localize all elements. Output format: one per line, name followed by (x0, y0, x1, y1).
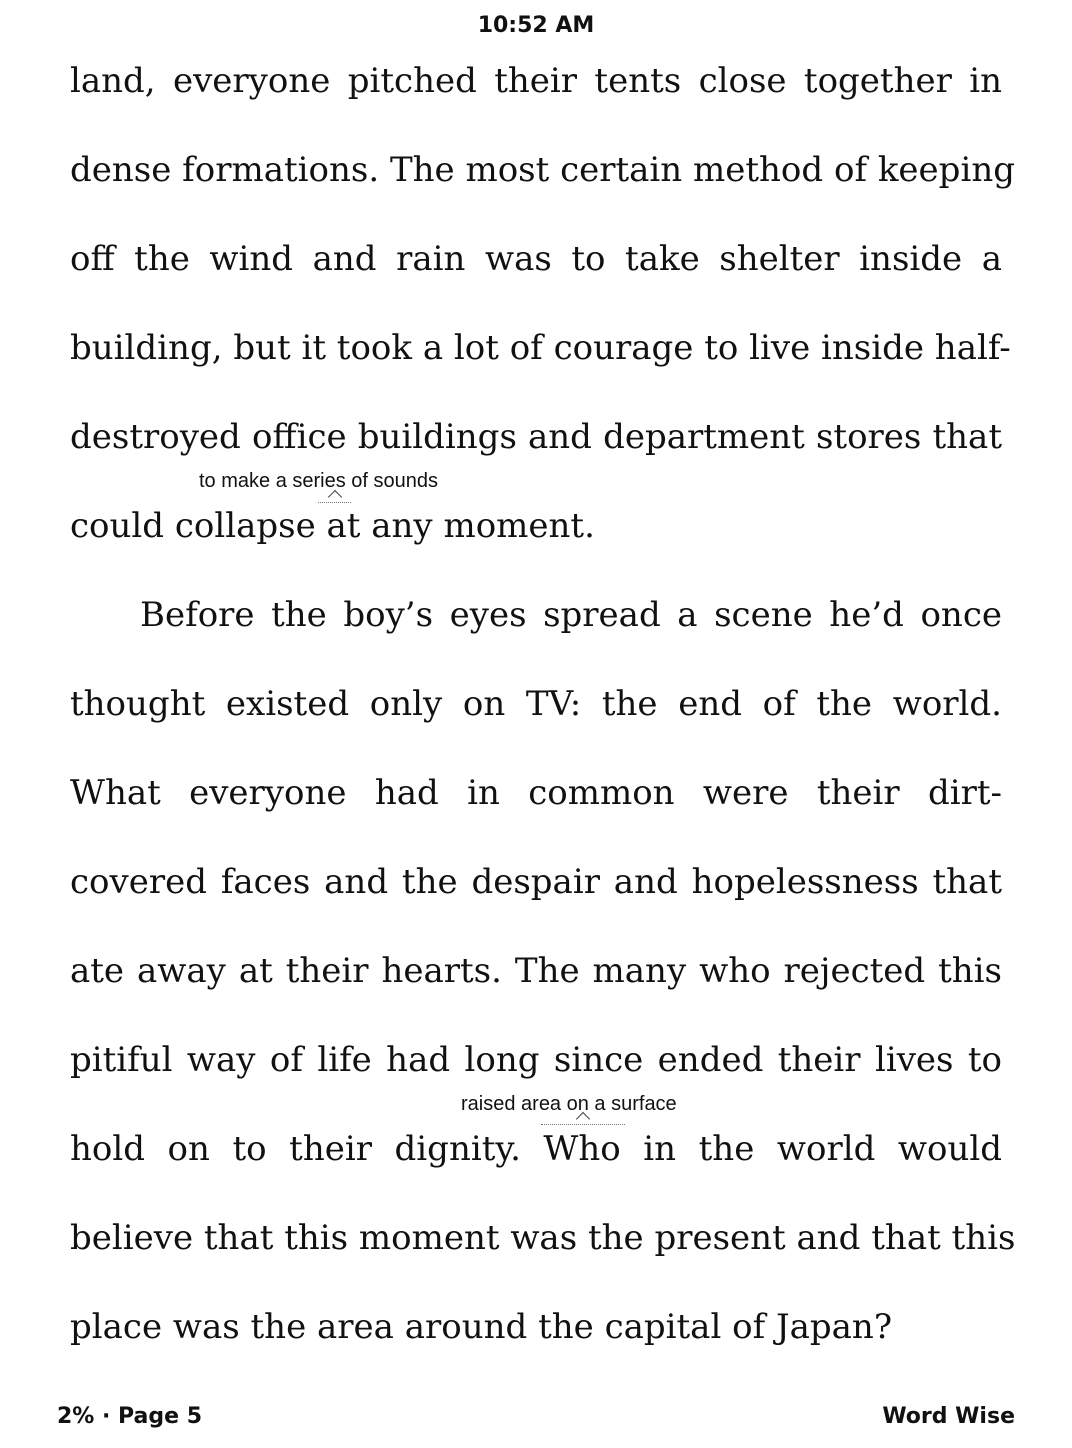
paragraph-first-line: Before the boy’s eyes spread a scene he’d once (140, 595, 1002, 635)
word-wise-marker (541, 1116, 625, 1125)
text-line: could collapse at any moment. (70, 506, 595, 546)
word-wise-hint[interactable]: raised area on a surface (461, 1093, 677, 1115)
text-line: believe that this moment was the present and that this (70, 1218, 1016, 1258)
status-time: 10:52 AM (477, 13, 595, 38)
text-line: hold on to their dignity. Who in the world would (70, 1129, 1002, 1169)
text-line: building, but it took a lot of courage to live inside half- (70, 328, 1011, 368)
text-line: covered faces and the despair and hopelessness that (70, 862, 1002, 902)
word-wise-marker (318, 494, 351, 503)
text-line: ate away at their hearts. The many who rejected this (70, 951, 1002, 991)
text-line: pitiful way of life had long since ended their lives to (70, 1040, 1002, 1080)
text-line: destroyed office buildings and department stores that (70, 417, 1002, 457)
word-wise-hint[interactable]: to make a series of sounds (199, 470, 439, 492)
text-line: thought existed only on TV: the end of the world. (70, 684, 1002, 724)
reading-progress[interactable]: 2% · Page 5 (57, 1404, 203, 1429)
text-line: land, everyone pitched their tents close together in (70, 61, 1002, 101)
word-wise-label[interactable]: Word Wise (882, 1404, 1015, 1429)
text-line: dense formations. The most certain method of keeping (70, 150, 1015, 190)
text-line: place was the area around the capital of Japan? (70, 1307, 893, 1347)
text-line: What everyone had in common were their dirt- (70, 773, 1002, 813)
text-line: off the wind and rain was to take shelter inside a (70, 239, 1002, 279)
